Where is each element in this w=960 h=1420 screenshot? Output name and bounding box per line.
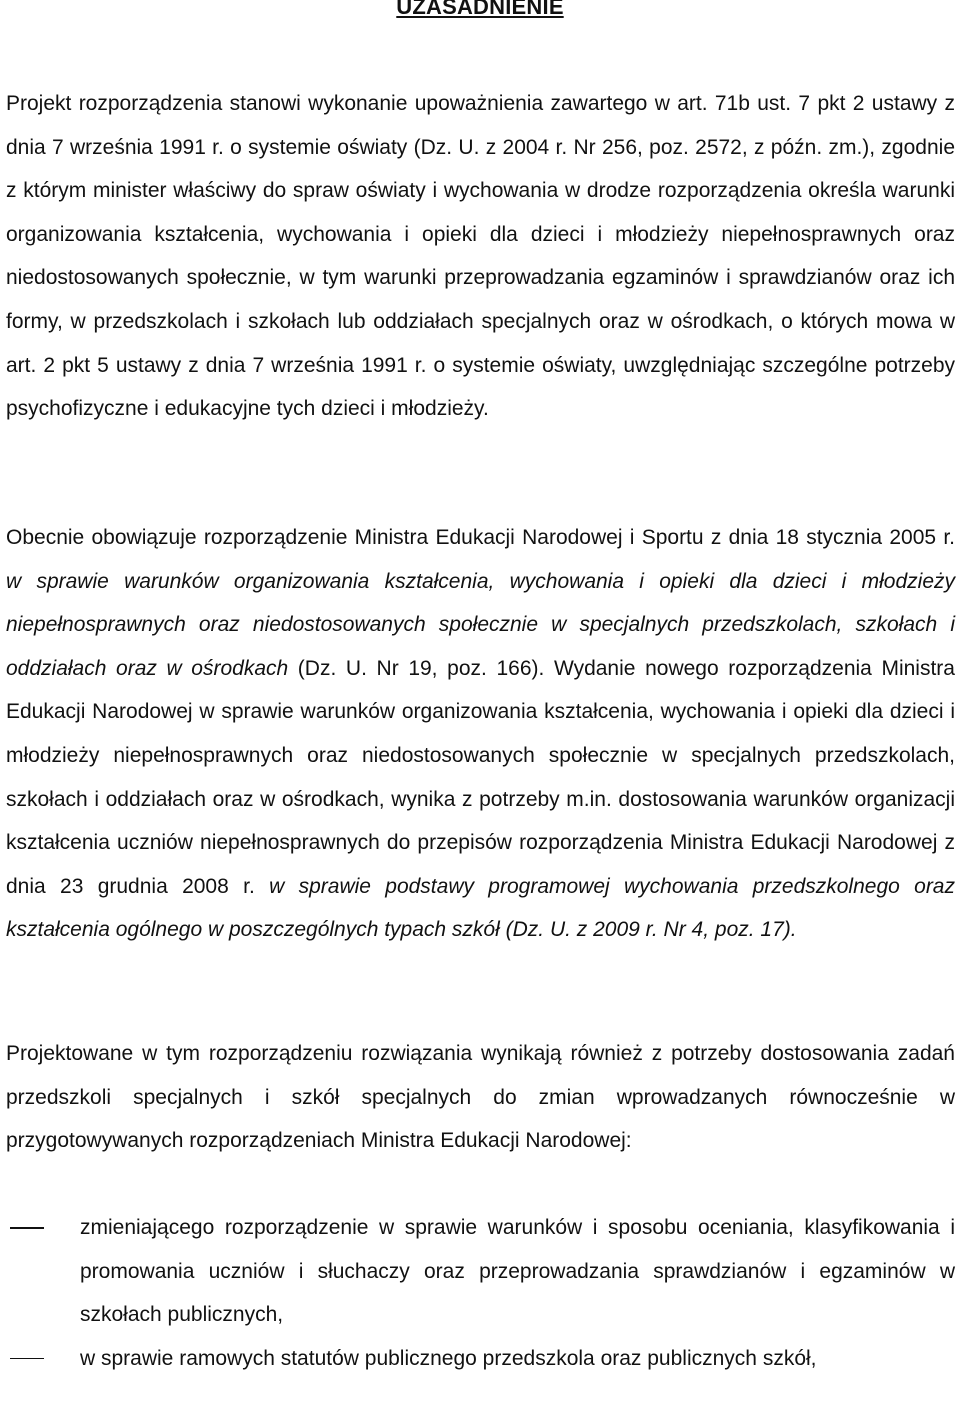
paragraph-current-regulation [6,516,955,952]
paragraph-2-italic-title-1: w sprawie warunków organizowania kształcenia, wychowania i opieki dla dzieci i młodzieży niepełnosprawnych oraz niedostosowanych społecznie w specjalnych przedszkolach, szkołach i oddziałach oraz w ośrodkach [6,569,955,680]
list-item [6,1206,955,1337]
paragraph-2-italic-title-2: w sprawie podstawy programowej wychowania przedszkolnego oraz kształcenia ogólnego w poszczególnych typach szkół (Dz. U. z 2009 r. Nr 4, poz. 17). [6,874,955,942]
paragraph-2-text-1: Obecnie obowiązuje rozporządzenie Ministra Edukacji Narodowej i Sportu z dnia 18 stycznia 2005 r. [6,526,955,549]
paragraph-proposed-solutions: Projektowane w tym rozporządzeniu rozwiązania wynikają również z potrzeby dostosowania zadań przedszkoli specjalnych i szkół specjalnych do zmian wprowadzanych równocześnie w przygotowywanych rozporządzeniach Ministra Edukacji Narodowej: [6,1042,955,1153]
dash-bullet-icon [10,1227,44,1229]
list-item-text: zmieniającego rozporządzenie w sprawie warunków i sposobu oceniania, klasyfikowania i promowania uczniów i słuchaczy oraz przeprowadzania sprawdzianów i egzaminów w szkołach publicznych, [80,1216,955,1327]
paragraph-legal-basis: Projekt rozporządzenia stanowi wykonanie upoważnienia zawartego w art. 71b ust. 7 pkt 2 ustawy z dnia 7 września 1991 r. o systemie oświaty (Dz. U. z 2004 r. Nr 256, poz. 2572, z późn. zm.), zgodnie z którym minister właściwy do spraw oświaty i wychowania w drodze rozporządzenia określa warunki organizowania kształcenia, wychowania i opieki dla dzieci i młodzieży niepełnosprawnych oraz niedostosowanych społecznie, w tym warunki przeprowadzania egzaminów i sprawdzianów oraz ich formy, w przedszkolach i szkołach lub oddziałach specjalnych oraz w ośrodkach, o których mowa w art. 2 pkt 5 ustawy z dnia 7 września 1991 r. o systemie oświaty, uwzględniając szczególne potrzeby psychofizyczne i edukacyjne tych dzieci i młodzieży. [6,92,955,421]
document-title: UZASADNIENIE [396,0,564,19]
list-item [6,1337,955,1381]
list-item-text: w sprawie ramowych statutów publicznego przedszkola oraz publicznych szkół, [80,1346,817,1370]
regulations-list [6,1206,955,1380]
paragraph-2-text-2: (Dz. U. Nr 19, poz. 166). Wydanie nowego rozporządzenia Ministra Edukacji Narodowej w sprawie warunków organizowania kształcenia, wychowania i opieki dla dzieci i młodzieży niepełnosprawnych oraz niedostosowanych społecznie w specjalnych przedszkolach, szkołach i oddziałach oraz w ośrodkach, wynika z potrzeby m.in. dostosowania warunków organizacji kształcenia uczniów niepełnosprawnych do przepisów rozporządzenia Ministra Edukacji Narodowej z dnia 23 grudnia 2008 r. [6,656,955,898]
dash-bullet-icon [10,1358,44,1360]
